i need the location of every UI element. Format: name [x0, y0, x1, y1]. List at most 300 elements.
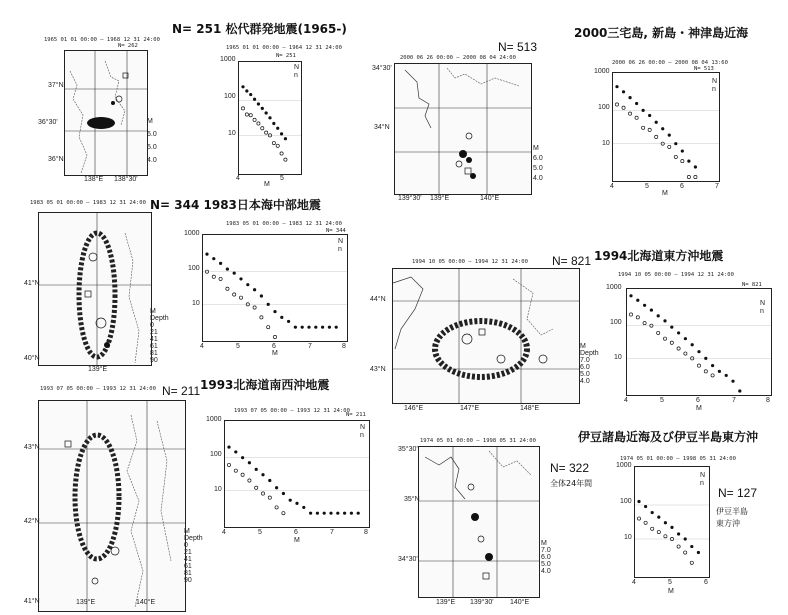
data-point-n: [648, 128, 651, 131]
legend-label: 5.0: [580, 371, 590, 378]
data-point-n: [615, 103, 618, 106]
legend-label: 5.0: [533, 165, 543, 172]
panel4-xtick: 6: [696, 397, 700, 404]
data-point-N: [273, 310, 276, 313]
data-point-N: [697, 551, 700, 554]
panel2-map-tick: 34°30': [372, 65, 392, 72]
data-point-N: [718, 370, 721, 373]
data-point-n: [697, 364, 700, 367]
panel2-map-tick: 34°N: [374, 124, 390, 131]
data-point-n: [677, 545, 680, 548]
panel4-plot-n: N= 821: [742, 282, 762, 288]
legend-label: 81: [150, 350, 158, 357]
panel1-map-tick: 37°N: [48, 82, 64, 89]
panel6-xtick: 5: [668, 579, 672, 586]
panel5-xtick: 6: [294, 529, 298, 536]
panel3-map: [38, 212, 152, 366]
panel5-title-n: N= 211: [162, 384, 201, 398]
panel1-map: [64, 50, 148, 176]
panel6-map-tick: 35°N: [404, 496, 420, 503]
panel4-plot-svg: [627, 289, 771, 395]
panel4-legend-n: n: [760, 308, 764, 315]
legend-label: M: [541, 540, 547, 547]
panel5-plot-header: 1993 07 05 00:00 — 1993 12 31 24:00: [234, 408, 350, 414]
legend-label: M: [150, 308, 156, 315]
data-point-n: [280, 152, 283, 155]
data-point-n: [690, 561, 693, 564]
data-point-n: [226, 287, 229, 290]
panel4-map-tick: 43°N: [370, 366, 386, 373]
data-point-N: [657, 516, 660, 519]
data-point-N: [690, 545, 693, 548]
panel5-map-tick: 139°E: [76, 599, 96, 606]
data-point-N: [622, 90, 625, 93]
panel2-ytick: 1000: [594, 68, 610, 75]
data-point-N: [253, 288, 256, 291]
panel5-plot-svg: [225, 421, 369, 527]
panel2-map-tick: 139°E: [430, 195, 450, 202]
legend-label: 0: [184, 542, 188, 549]
panel3-depth-legend: [150, 308, 170, 364]
panel1-legend-n: n: [294, 72, 298, 79]
panel3-plot-svg: [203, 235, 347, 341]
data-point-N: [677, 331, 680, 334]
panel3-xtick: 4: [200, 343, 204, 350]
panel5-ytick: 100: [210, 451, 222, 458]
data-point-N: [648, 114, 651, 117]
legend-label: 61: [150, 343, 158, 350]
legend-label: 5.0: [147, 144, 157, 151]
data-point-N: [268, 479, 271, 482]
data-point-N: [241, 85, 244, 88]
data-point-N: [731, 380, 734, 383]
data-point-N: [725, 374, 728, 377]
panel6-map-header: 1974 05 01 00:00 — 1998 05 31 24:00: [420, 438, 536, 444]
data-point-n: [655, 135, 658, 138]
data-point-N: [280, 132, 283, 135]
legend-label: 61: [184, 563, 192, 570]
data-point-N: [350, 512, 353, 515]
data-point-N: [234, 450, 237, 453]
data-point-N: [697, 350, 700, 353]
data-point-n: [684, 551, 687, 554]
panel6-ytick: 10: [624, 534, 632, 541]
data-point-N: [249, 93, 252, 96]
panel6-subtitle: 全体24年間: [550, 479, 593, 488]
data-point-N: [650, 308, 653, 311]
panel4-depth-legend: [580, 343, 598, 385]
legend-label: 41: [184, 556, 192, 563]
panel1-map-n: N= 262: [118, 43, 138, 49]
panel2-plot-header: 2000 06 26 00:00 — 2000 08 04 13:60: [612, 60, 728, 66]
panel6-xtick: 6: [704, 579, 708, 586]
data-point-N: [644, 505, 647, 508]
legend-label: 6.0: [541, 554, 551, 561]
panel4-map-header: 1994 10 05 00:00 — 1994 12 31 24:00: [412, 259, 528, 265]
data-point-n: [636, 316, 639, 319]
panel2-plot: [612, 72, 720, 182]
data-point-n: [257, 122, 260, 125]
panel4-ytick: 1000: [606, 284, 622, 291]
data-point-n: [684, 352, 687, 355]
data-point-N: [321, 326, 324, 329]
legend-label: 81: [184, 570, 192, 577]
data-point-N: [280, 316, 283, 319]
data-point-n: [674, 155, 677, 158]
data-point-N: [711, 364, 714, 367]
data-point-n: [233, 293, 236, 296]
panel5-legend-n: n: [360, 432, 364, 439]
data-point-N: [677, 532, 680, 535]
panel4-xtick: 5: [660, 397, 664, 404]
panel2-map-tick: 140°E: [480, 195, 500, 202]
panel5-xtick: 8: [364, 529, 368, 536]
data-point-n: [284, 158, 287, 161]
data-point-n: [248, 479, 251, 482]
panel3-map-graphic: [39, 213, 151, 365]
panel6-xlabel: M: [668, 588, 674, 595]
data-point-N: [642, 109, 645, 112]
panel4-xtick: 4: [624, 397, 628, 404]
data-point-n: [664, 535, 667, 538]
data-point-N: [668, 134, 671, 137]
legend-label: 41: [150, 336, 158, 343]
data-point-n: [637, 517, 640, 520]
data-point-N: [663, 319, 666, 322]
data-point-n: [663, 337, 666, 340]
legend-label: 21: [150, 329, 158, 336]
data-point-n: [276, 144, 279, 147]
panel1-map-tick: 36°N: [48, 156, 64, 163]
panel6-map: [418, 446, 540, 598]
panel4-ytick: 10: [614, 354, 622, 361]
data-point-N: [253, 98, 256, 101]
panel2-xtick: 7: [715, 183, 719, 190]
panel6-ytick: 100: [620, 498, 632, 505]
data-point-n: [260, 316, 263, 319]
data-point-N: [260, 294, 263, 297]
legend-label: 90: [184, 577, 192, 584]
data-point-N: [284, 137, 287, 140]
panel3-plot-n: N= 344: [326, 228, 346, 234]
data-point-N: [282, 492, 285, 495]
data-point-n: [635, 116, 638, 119]
data-point-N: [670, 326, 673, 329]
data-point-N: [267, 303, 270, 306]
data-point-N: [655, 121, 658, 124]
data-point-N: [687, 159, 690, 162]
legend-label: M: [147, 118, 153, 125]
legend-label: Depth: [150, 315, 169, 322]
data-point-n: [711, 374, 714, 377]
data-point-n: [694, 175, 697, 178]
panel6-map-tick: 34°30': [398, 556, 418, 563]
data-point-n: [253, 306, 256, 309]
data-point-n: [681, 159, 684, 162]
legend-label: 4.0: [147, 157, 157, 164]
panel5-plot-n: N= 211: [346, 412, 366, 418]
data-point-n: [255, 486, 258, 489]
data-point-n: [677, 347, 680, 350]
data-point-N: [316, 512, 319, 515]
data-point-N: [657, 314, 660, 317]
panel4-map-graphic: [393, 269, 579, 403]
data-point-n: [273, 335, 276, 338]
panel2-legend-n: n: [712, 86, 716, 93]
data-point-n: [275, 506, 278, 509]
legend-label: M: [580, 343, 586, 350]
panel2-title: 2000三宅島, 新島・神津島近海: [574, 26, 749, 40]
data-point-n: [227, 463, 230, 466]
panel1-plot: [238, 61, 302, 175]
panel3-xlabel: M: [272, 350, 278, 357]
panel6-map-tick: 35°30': [398, 446, 418, 453]
panel5-map-graphic: [39, 401, 185, 611]
data-point-n: [265, 131, 268, 134]
panel2-xtick: 5: [645, 183, 649, 190]
legend-label: Depth: [184, 535, 203, 542]
data-point-N: [255, 468, 258, 471]
panel1-plot-n-label: N= 251: [276, 53, 296, 59]
panel3-map-tick: 139°E: [88, 366, 108, 373]
data-point-N: [643, 304, 646, 307]
panel6-side-note-1: 伊豆半島: [716, 507, 748, 516]
panel5-xlabel: M: [294, 537, 300, 544]
panel3-ytick: 1000: [184, 230, 200, 237]
data-point-n: [657, 530, 660, 533]
panel3-legend-N: N: [338, 238, 344, 245]
data-point-N: [307, 326, 310, 329]
data-point-N: [295, 502, 298, 505]
data-point-N: [205, 253, 208, 256]
panel2-map-graphic: [395, 64, 531, 194]
legend-label: 6.0: [580, 364, 590, 371]
panel6-map-tick: 139°E: [436, 599, 456, 606]
data-point-N: [226, 267, 229, 270]
panel1-title: N= 251 松代群発地震(1965-): [172, 22, 347, 36]
data-point-n: [261, 492, 264, 495]
panel6-map-graphic: [419, 447, 539, 597]
panel5-title: 1993北海道南西沖地震: [200, 378, 330, 392]
panel1-map-tick: 138°E: [84, 176, 104, 183]
legend-label: 90: [150, 357, 158, 364]
data-point-n: [249, 114, 252, 117]
data-point-N: [651, 511, 654, 514]
data-point-n: [651, 527, 654, 530]
panel1-legend-N: N: [294, 64, 300, 71]
data-point-n: [687, 175, 690, 178]
data-point-n: [622, 106, 625, 109]
panel6-title: 伊豆諸島近海及び伊豆半島東方沖: [578, 430, 759, 444]
data-point-N: [670, 526, 673, 529]
panel2-map-header: 2000 06 26 00:00 — 2000 08 04 24:00: [400, 55, 516, 61]
data-point-N: [302, 506, 305, 509]
panel5-map-tick: 43°N: [24, 444, 40, 451]
panel2-title-n: N= 513: [498, 40, 538, 54]
data-point-n: [253, 118, 256, 121]
data-point-n: [241, 473, 244, 476]
panel3-legend-n: n: [338, 246, 342, 253]
panel2-ytick: 100: [598, 104, 610, 111]
data-point-N: [684, 537, 687, 540]
panel3-plot-header: 1983 05 01 00:00 — 1983 12 31 24:00: [226, 221, 342, 227]
legend-label: 4.0: [541, 568, 551, 575]
data-point-N: [265, 111, 268, 114]
panel3-xtick: 5: [236, 343, 240, 350]
legend-label: 21: [184, 549, 192, 556]
panel1-map-tick: 138°30': [114, 176, 138, 183]
data-point-N: [276, 127, 279, 130]
panel3-ytick: 100: [188, 265, 200, 272]
panel4-plot-header: 1994 10 05 00:00 — 1994 12 31 24:00: [618, 272, 734, 278]
data-point-N: [329, 512, 332, 515]
data-point-N: [246, 283, 249, 286]
panel5-xtick: 7: [330, 529, 334, 536]
data-point-N: [239, 277, 242, 280]
data-point-N: [738, 389, 741, 392]
panel3-ytick: 10: [192, 300, 200, 307]
data-point-N: [694, 165, 697, 168]
panel3-map-header: 1983 05 01 00:00 — 1983 12 31 24:00: [30, 200, 146, 206]
panel6-n-right: N= 127: [718, 486, 758, 500]
legend-label: M: [184, 528, 190, 535]
data-point-n: [629, 313, 632, 316]
data-point-N: [615, 85, 618, 88]
data-point-N: [661, 127, 664, 130]
data-point-N: [328, 326, 331, 329]
data-point-N: [261, 107, 264, 110]
panel3-map-tick: 41°N: [24, 280, 40, 287]
panel1-xlabel: M: [264, 181, 270, 188]
data-point-n: [268, 496, 271, 499]
panel1-plot-svg: [239, 62, 301, 174]
data-point-N: [335, 326, 338, 329]
panel3-map-tick: 40°N: [24, 355, 40, 362]
panel1-ytick: 100: [224, 93, 236, 100]
panel5-xtick: 5: [258, 529, 262, 536]
panel6-map-tick: 140°E: [510, 599, 530, 606]
panel4-title-n: N= 821: [552, 254, 592, 268]
panel4-map: [392, 268, 580, 404]
data-point-n: [245, 113, 248, 116]
data-point-N: [336, 512, 339, 515]
data-point-N: [219, 262, 222, 265]
panel2-plot-svg: [613, 73, 719, 181]
panel5-legend-N: N: [360, 424, 366, 431]
legend-label: 7.0: [541, 547, 551, 554]
panel1-map-graphic: [65, 51, 147, 175]
data-point-n: [644, 521, 647, 524]
panel5-plot: [224, 420, 370, 528]
panel4-map-tick: 147°E: [460, 405, 480, 412]
panel4-plot: [626, 288, 772, 396]
panel5-map-tick: 140°E: [136, 599, 156, 606]
data-point-N: [637, 500, 640, 503]
panel1-xtick: 4: [236, 175, 240, 182]
data-point-N: [268, 116, 271, 119]
legend-label: 4.0: [580, 378, 590, 385]
legend-label: 0: [150, 322, 154, 329]
panel2-plot-n: N= 513: [694, 66, 714, 72]
panel4-map-tick: 146°E: [404, 405, 424, 412]
data-point-N: [628, 96, 631, 99]
panel1-map-tick: 36°30': [38, 119, 58, 126]
legend-label: 6.0: [533, 155, 543, 162]
panel4-ytick: 100: [610, 319, 622, 326]
data-point-N: [681, 149, 684, 152]
panel5-ytick: 1000: [206, 416, 222, 423]
panel3-plot: [202, 234, 348, 342]
data-point-n: [272, 141, 275, 144]
data-point-n: [670, 341, 673, 344]
legend-label: 6.0: [147, 131, 157, 138]
panel6-title-n: N= 322: [550, 461, 590, 475]
panel1-ytick: 10: [228, 130, 236, 137]
panel2-magnitude-legend: [533, 145, 549, 182]
data-point-n: [282, 512, 285, 515]
data-point-n: [657, 331, 660, 334]
panel5-map: [38, 400, 186, 612]
data-point-n: [219, 277, 222, 280]
panel3-title: N= 344 1983日本海中部地震: [150, 198, 321, 212]
panel1-magnitude-legend: [147, 118, 163, 164]
panel6-legend-n: n: [700, 480, 704, 487]
data-point-N: [635, 102, 638, 105]
panel4-legend-N: N: [760, 300, 766, 307]
panel6-xtick: 4: [632, 579, 636, 586]
data-point-N: [257, 102, 260, 105]
data-point-N: [691, 343, 694, 346]
legend-label: 5.0: [541, 561, 551, 568]
data-point-n: [261, 127, 264, 130]
panel6-plot-svg: [635, 467, 709, 577]
panel4-title: 1994北海道東方沖地震: [594, 249, 724, 263]
data-point-N: [357, 512, 360, 515]
data-point-n: [643, 321, 646, 324]
data-point-N: [629, 294, 632, 297]
data-point-N: [684, 337, 687, 340]
panel6-plot: [634, 466, 710, 578]
data-point-N: [636, 299, 639, 302]
panel1-map-header: 1965 01 01 00:00 — 1968 12 31 24:00: [44, 37, 160, 43]
panel4-xtick: 8: [766, 397, 770, 404]
panel2-xtick: 6: [680, 183, 684, 190]
panel4-xtick: 7: [732, 397, 736, 404]
data-point-N: [287, 320, 290, 323]
panel1-xtick: 5: [280, 175, 284, 182]
data-point-N: [261, 473, 264, 476]
data-point-N: [674, 142, 677, 145]
data-point-n: [668, 145, 671, 148]
data-point-n: [704, 370, 707, 373]
data-point-n: [212, 275, 215, 278]
panel2-map-tick: 139°30': [398, 195, 422, 202]
data-point-N: [664, 521, 667, 524]
panel3-xtick: 7: [308, 343, 312, 350]
panel1-plot-header: 1965 01 01 00:00 — 1964 12 31 24:00: [226, 45, 342, 51]
panel5-map-header: 1993 07 05 00:00 — 1993 12 31 24:00: [40, 386, 156, 392]
panel2-legend-N: N: [712, 78, 718, 85]
panel4-xlabel: M: [696, 405, 702, 412]
data-point-N: [248, 461, 251, 464]
panel6-side-note-2: 東方沖: [716, 519, 740, 528]
panel2-map: [394, 63, 532, 195]
panel4-map-tick: 148°E: [520, 405, 540, 412]
data-point-N: [314, 326, 317, 329]
data-point-N: [245, 89, 248, 92]
data-point-N: [323, 512, 326, 515]
panel2-xtick: 4: [610, 183, 614, 190]
